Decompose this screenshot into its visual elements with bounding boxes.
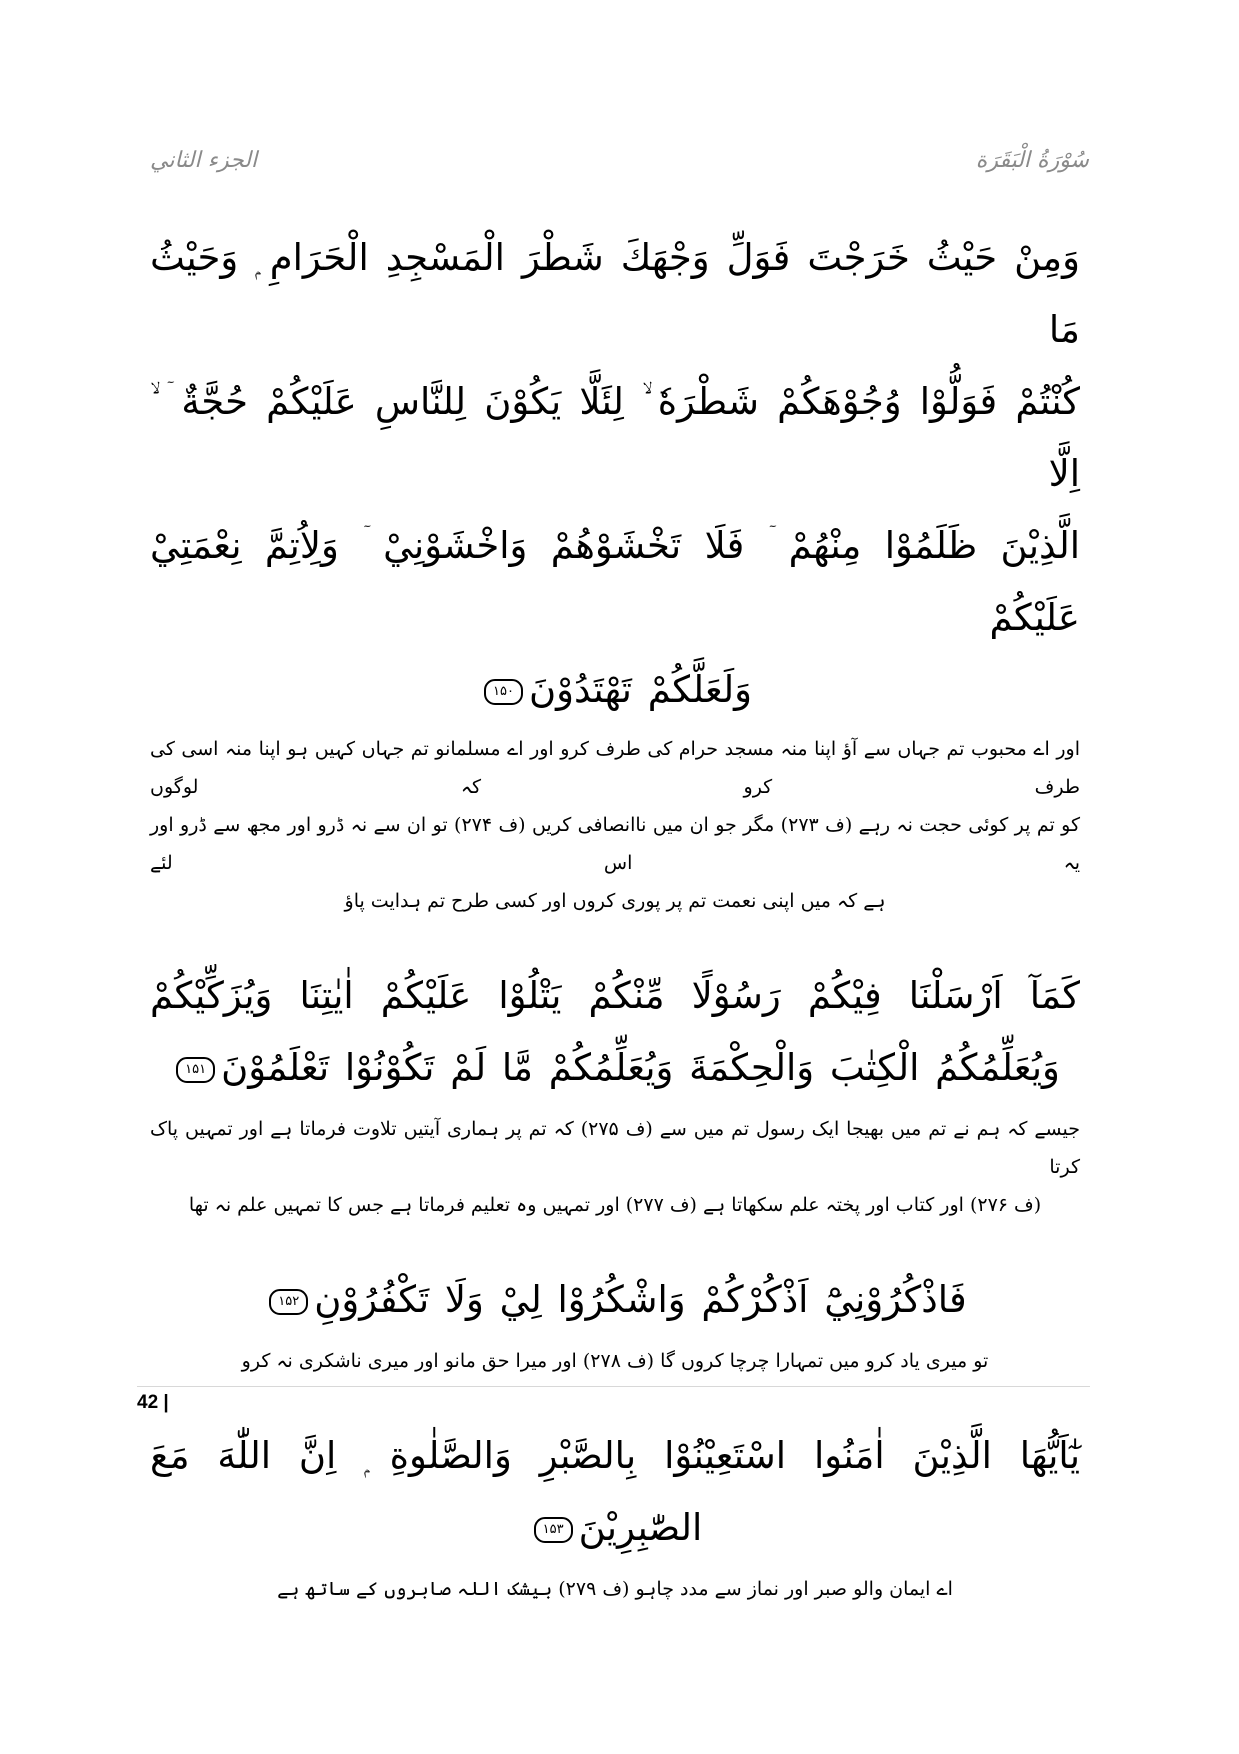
verse-152 (150, 1264, 1080, 1380)
surah-header: سُوْرَةُ الْبَقَرَة (975, 148, 1089, 173)
arabic-line-text: وَلَعَلَّكُمْ تَهْتَدُوْنَ (528, 668, 752, 711)
verse-150 (150, 222, 1080, 920)
verse-number-marker: ۱۵۰ (484, 679, 523, 705)
urdu-line: کو تم پر کوئی حجت نہ رہے (ف ۲۷۳) مگر جو ان میں ناانصافی کریں (ف ۲۷۴) تو ان سے نہ ڈرو اور مجھ سے ڈرو اور یہ اس لئے (150, 814, 1080, 874)
urdu-line: اور اے محبوب تم جہاں سے آؤ اپنا منہ مسجد حرام کی طرف کرو اور اے مسلمانو تم جہاں کہیں ہو اپنا منہ اسی کی طرف کرو کہ لوگوں (150, 738, 1080, 798)
arabic-line (150, 1264, 1080, 1336)
urdu-translation (150, 1342, 1080, 1380)
urdu-line: ہے کہ میں اپنی نعمت تم پر پوری کروں اور کسی طرح تم ہدایت پاؤ (344, 890, 886, 912)
arabic-line-text: يٰٓاَيُّهَا الَّذِيْنَ اٰمَنُوا اسْتَعِيْنُوْا بِالصَّبْرِ وَالصَّلٰوةِ ۭ اِنَّ اللّٰهَ مَعَ الصّٰبِرِيْنَ (150, 1434, 1080, 1549)
arabic-line-text: فَاذْكُرُوْنِيْٓ اَذْكُرْكُمْ وَاشْكُرُوْا لِيْ وَلَا تَكْفُرُوْنِ (314, 1278, 967, 1321)
arabic-text (150, 960, 1080, 1104)
arabic-line (150, 1420, 1080, 1564)
verse-151 (150, 960, 1080, 1224)
urdu-line: اے ایمان والو صبر اور نماز سے مدد چاہو (ف ۲۷۹) بیشک اللہ صابروں کے ساتھ ہے (277, 1578, 953, 1600)
verse-number-marker: ۱۵۱ (176, 1057, 215, 1083)
arabic-line (150, 1032, 1080, 1104)
arabic-line-text: وَيُعَلِّمُكُمُ الْكِتٰبَ وَالْحِكْمَةَ وَيُعَلِّمُكُمْ مَّا لَمْ تَكُوْنُوْا تَعْلَمُوْنَ (221, 1046, 1060, 1089)
urdu-translation (150, 1110, 1080, 1224)
arabic-text (150, 222, 1080, 726)
verse-number-marker: ۱۵۲ (269, 1289, 308, 1315)
verse-153 (150, 1420, 1080, 1608)
urdu-translation (150, 1570, 1080, 1608)
verse-number-marker: ۱۵۳ (534, 1517, 573, 1543)
urdu-line: (ف ۲۷۶) اور کتاب اور پختہ علم سکھاتا ہے (ف ۲۷۷) اور تمہیں وہ تعلیم فرماتا ہے جس کا تمہیں علم نہ تھا (188, 1194, 1042, 1216)
arabic-line: الَّذِيْنَ ظَلَمُوْا مِنْهُمْ ۤ فَلَا تَخْشَوْهُمْ وَاخْشَوْنِيْ ۤ وَلِاُتِمَّ نِعْمَتِيْ عَلَيْكُمْ (150, 524, 1080, 639)
juz-header: الجزء الثاني (150, 148, 258, 173)
arabic-line: وَمِنْ حَيْثُ خَرَجْتَ فَوَلِّ وَجْهَكَ شَطْرَ الْمَسْجِدِ الْحَرَامِ ۭ وَحَيْثُ مَا (150, 236, 1080, 351)
page-content (150, 222, 1080, 1648)
urdu-line: تو میری یاد کرو میں تمہارا چرچا کروں گا (ف ۲۷۸) اور میرا حق مانو اور میری ناشکری نہ کرو (241, 1350, 989, 1372)
arabic-line: كُنْتُمْ فَوَلُّوْا وُجُوْهَكُمْ شَطْرَهٗ ۙ لِئَلَّا يَكُوْنَ لِلنَّاسِ عَلَيْكُمْ حُجَّةٌ ۤ ۙ اِلَّا (150, 380, 1080, 495)
urdu-translation (150, 730, 1080, 920)
arabic-line (150, 654, 1080, 726)
arabic-text (150, 1420, 1080, 1564)
arabic-text (150, 1264, 1080, 1336)
page-number: 42 | (137, 1392, 169, 1413)
footer-divider (137, 1386, 1090, 1387)
arabic-line: كَمَآ اَرْسَلْنَا فِيْكُمْ رَسُوْلًا مِّنْكُمْ يَتْلُوْا عَلَيْكُمْ اٰيٰتِنَا وَيُزَكِّيْكُمْ (150, 974, 1080, 1017)
urdu-line: جیسے کہ ہم نے تم میں بھیجا ایک رسول تم میں سے (ف ۲۷۵) کہ تم پر ہماری آیتیں تلاوت فرماتا ہے اور تمہیں پاک کرتا (150, 1118, 1080, 1178)
